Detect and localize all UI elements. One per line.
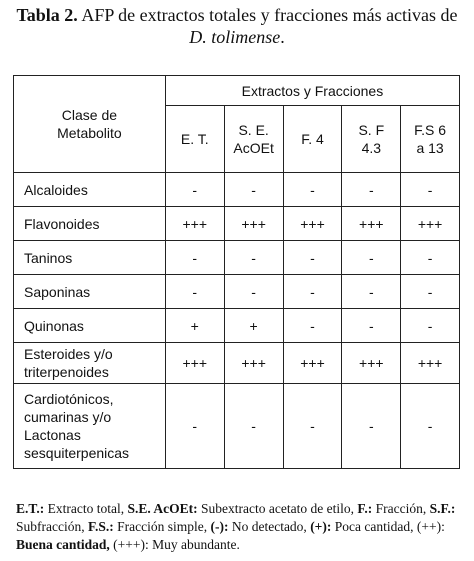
table-cell: + <box>224 309 283 343</box>
table-cell: - <box>165 173 224 207</box>
table-cell: +++ <box>224 207 283 241</box>
footnote-definition: Fracción simple, <box>117 519 208 534</box>
metabolite-table <box>13 75 460 469</box>
footnote-term: F.S.: <box>87 519 114 534</box>
table-cell: +++ <box>401 343 460 384</box>
table-row <box>14 207 460 241</box>
group-header: Extractos y Fracciones <box>165 76 459 106</box>
metabolite-name: Alcaloides <box>14 173 166 207</box>
footnote-definition: (+++): <box>113 537 149 552</box>
row-header-text: Clase de Metabolito <box>57 107 122 141</box>
metabolite-name: Taninos <box>14 241 166 275</box>
footnote-term: F.: <box>357 501 373 516</box>
table-cell: - <box>401 309 460 343</box>
footnote-term: (+): <box>310 519 332 534</box>
table-cell: - <box>165 275 224 309</box>
column-header <box>165 106 224 173</box>
table-cell: - <box>401 173 460 207</box>
table-cell: +++ <box>401 207 460 241</box>
table-cell: +++ <box>224 343 283 384</box>
table-footnote <box>16 500 462 554</box>
table-row <box>14 343 460 384</box>
column-header <box>401 106 460 173</box>
footnote-definition: Muy abundante. <box>152 537 240 552</box>
footnote-term: S.F.: <box>429 501 456 516</box>
metabolite-name-text: Cardiotónicos, cumarinas y/o Lactonas sesquiterpenicas <box>24 391 130 461</box>
table-row <box>14 173 460 207</box>
table-cell: + <box>165 309 224 343</box>
metabolite-name: Flavonoides <box>14 207 166 241</box>
footnote-definition: Subfracción, <box>16 519 85 534</box>
table-cell: - <box>283 241 342 275</box>
table-cell: - <box>342 384 401 469</box>
metabolite-name-text: Esteroides y/o triterpenoides <box>24 346 113 380</box>
column-header-text: S. F 4.3 <box>358 122 385 156</box>
caption-species: D. tolimense <box>189 27 281 47</box>
column-header-text: F. 4 <box>301 131 324 147</box>
table-header-row <box>14 76 460 106</box>
table-row <box>14 309 460 343</box>
table-cell: +++ <box>165 343 224 384</box>
column-header <box>342 106 401 173</box>
footnote-definition: Subextracto acetato de etilo, <box>201 501 354 516</box>
caption-period: . <box>280 27 285 47</box>
table-cell: - <box>401 275 460 309</box>
column-header <box>283 106 342 173</box>
footnote-term: S.E. AcOEt: <box>127 501 198 516</box>
table-cell: - <box>224 241 283 275</box>
metabolite-name <box>14 343 166 384</box>
table-cell: - <box>342 241 401 275</box>
column-header-text: E. T. <box>180 131 209 147</box>
metabolite-name: Quinonas <box>14 309 166 343</box>
table-cell: - <box>283 275 342 309</box>
table-cell: - <box>283 173 342 207</box>
table-cell: - <box>165 241 224 275</box>
table-cell: - <box>342 309 401 343</box>
table-cell: +++ <box>342 343 401 384</box>
metabolite-name: Saponinas <box>14 275 166 309</box>
footnote-definition: Fracción, <box>375 501 427 516</box>
metabolite-name <box>14 384 166 469</box>
table-caption <box>0 4 474 48</box>
table-cell: - <box>224 384 283 469</box>
footnote-term: E.T.: <box>16 501 45 516</box>
table-cell: +++ <box>342 207 401 241</box>
table-cell: - <box>224 275 283 309</box>
table-cell: +++ <box>283 343 342 384</box>
table-cell: - <box>283 309 342 343</box>
row-header <box>14 76 166 173</box>
table-cell: +++ <box>283 207 342 241</box>
table-cell: - <box>342 275 401 309</box>
footnote-definition: Poca cantidad, <box>334 519 414 534</box>
table-row <box>14 384 460 469</box>
table-row <box>14 241 460 275</box>
caption-text: AFP de extractos totales y fracciones más activas de <box>81 5 458 25</box>
table-cell: - <box>401 384 460 469</box>
table-cell: - <box>224 173 283 207</box>
column-header-text: S. E. AcOEt <box>233 122 274 156</box>
table-cell: - <box>401 241 460 275</box>
footnote-term: Buena cantidad, <box>16 537 110 552</box>
footnote-definition: Extracto total, <box>47 501 125 516</box>
table-cell: - <box>283 384 342 469</box>
footnote-term: (-): <box>210 519 229 534</box>
column-header <box>224 106 283 173</box>
table-cell: +++ <box>165 207 224 241</box>
footnote-definition: (++): <box>416 519 445 534</box>
caption-label: Tabla 2. <box>16 5 78 25</box>
column-header-text: F.S 6 a 13 <box>414 122 447 156</box>
footnote-definition: No detectado, <box>231 519 307 534</box>
table-row <box>14 275 460 309</box>
table-cell: - <box>165 384 224 469</box>
table-cell: - <box>342 173 401 207</box>
